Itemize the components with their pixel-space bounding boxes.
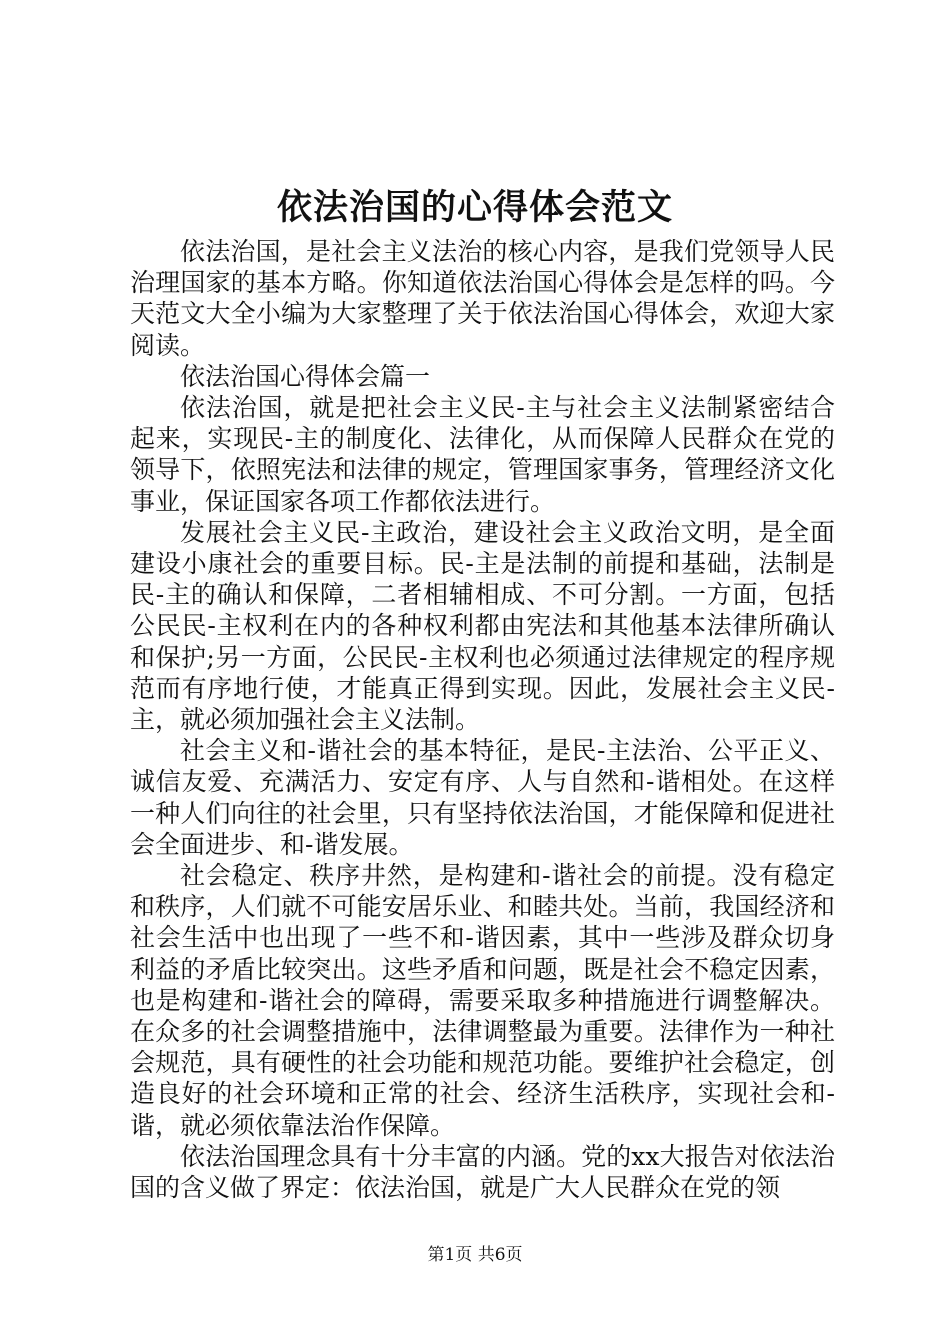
paragraph: 依法治国，就是把社会主义民-主与社会主义法制紧密结合起来，实现民-主的制度化、法律化，从而保障人民群众在党的领导下，依照宪法和法律的规定，管理国家事务，管理经济文化事业，保证国家各项工作都依法进行。 <box>130 393 835 516</box>
paragraph-intro: 依法治国，是社会主义法治的核心内容，是我们党领导人民治理国家的基本方略。你知道依法治国心得体会是怎样的吗。今天范文大全小编为大家整理了关于依法治国心得体会，欢迎大家阅读。 <box>130 237 835 360</box>
document-body <box>130 236 835 1203</box>
paragraph: 发展社会主义民-主政治，建设社会主义政治文明，是全面建设小康社会的重要目标。民-主是法制的前提和基础，法制是民-主的确认和保障，二者相辅相成、不可分割。一方面，包括公民民-主权利在内的各种权利都由宪法和其他基本法律所确认和保护;另一方面，公民民-主权利也必须通过法律规定的程序规范而有序地行使，才能真正得到实现。因此，发展社会主义民-主，就必须加强社会主义法制。 <box>130 517 835 735</box>
paragraph: 社会稳定、秩序井然，是构建和-谐社会的前提。没有稳定和秩序，人们就不可能安居乐业、和睦共处。当前，我国经济和社会生活中也出现了一些不和-谐因素，其中一些涉及群众切身利益的矛盾比较突出。这些矛盾和问题，既是社会不稳定因素，也是构建和-谐社会的障碍，需要采取多种措施进行调整解决。在众多的社会调整措施中，法律调整最为重要。法律作为一种社会规范，具有硬性的社会功能和规范功能。要维护社会稳定，创造良好的社会环境和正常的社会、经济生活秩序，实现社会和-谐，就必须依靠法治作保障。 <box>130 861 835 1140</box>
page-number-footer: 第1页 共6页 <box>427 1245 523 1265</box>
section-heading: 依法治国心得体会篇一 <box>180 361 431 391</box>
paragraph: 依法治国理念具有十分丰富的内涵。党的xx大报告对依法治国的含义做了界定：依法治国，就是广大人民群众在党的领 <box>130 1141 835 1203</box>
paragraph: 社会主义和-谐社会的基本特征，是民-主法治、公平正义、诚信友爱、充满活力、安定有序、人与自然和-谐相处。在这样一种人们向往的社会里，只有坚持依法治国，才能保障和促进社会全面进步、和-谐发展。 <box>130 736 835 859</box>
document-title: 依法治国的心得体会范文 <box>276 187 673 228</box>
